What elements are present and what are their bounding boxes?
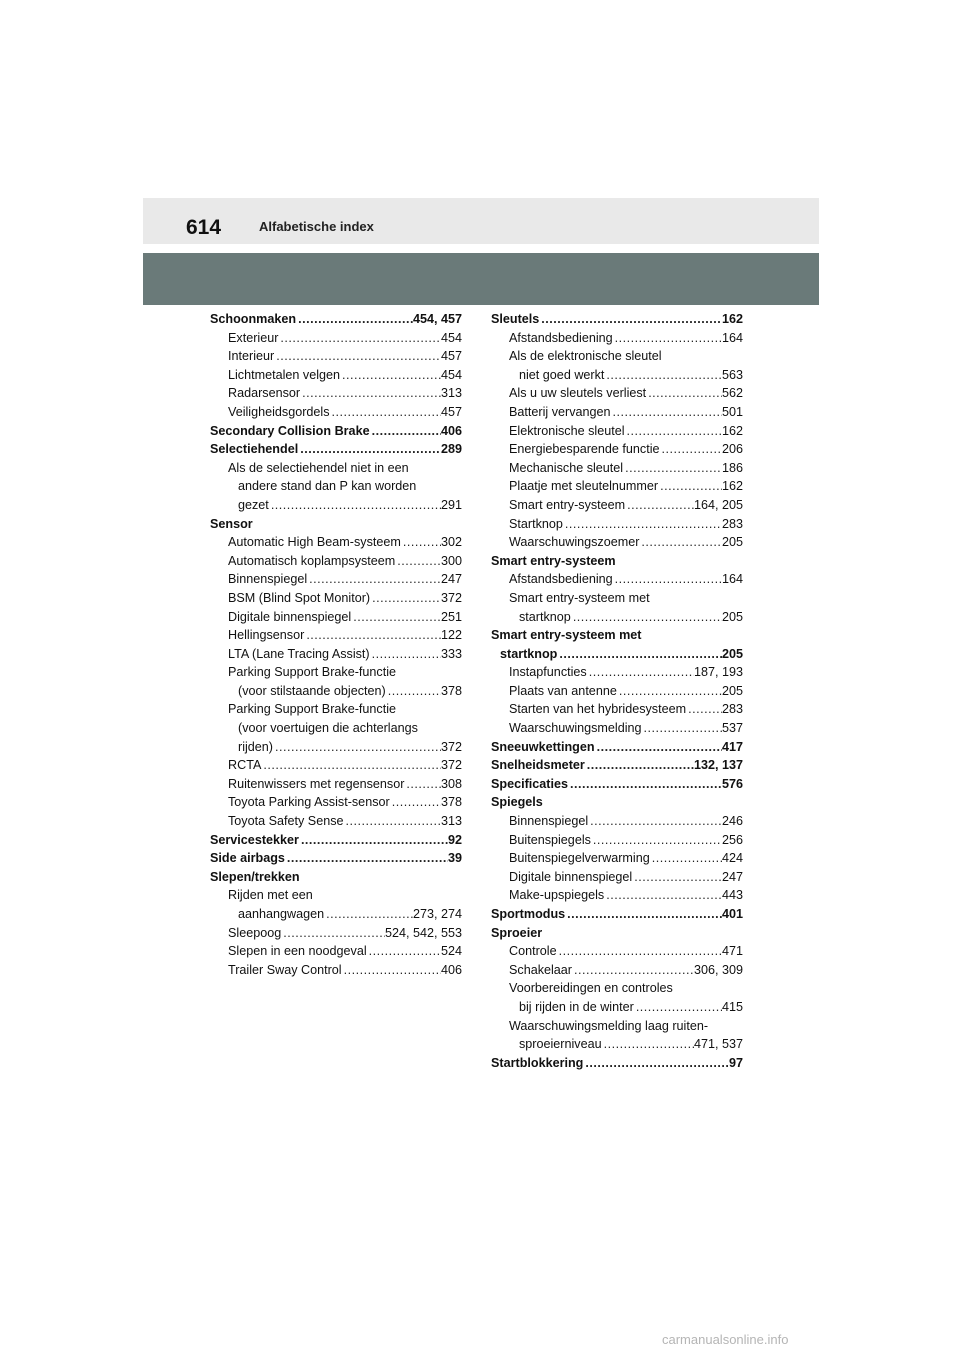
index-entry-term: RCTA: [228, 758, 262, 773]
dot-leader: [539, 310, 722, 329]
dot-leader: [273, 738, 441, 757]
index-entry-term: Lichtmetalen velgen: [228, 367, 341, 382]
index-entry-term: Startknop: [509, 516, 563, 531]
index-entry-term: Exterieur: [228, 330, 279, 345]
dot-leader: [370, 645, 441, 664]
index-entry-term: Veiligheidsgordels: [228, 404, 330, 419]
index-entry: [491, 1017, 743, 1036]
index-entry-term: startknop: [500, 646, 558, 661]
dot-leader: [611, 403, 722, 422]
index-entry-pages: 162: [721, 479, 743, 494]
index-entry: [210, 905, 462, 924]
index-entry-pages: 443: [721, 888, 743, 903]
dot-leader: [563, 515, 722, 534]
index-entry: [210, 700, 462, 719]
dot-leader: [269, 496, 441, 515]
index-entry-term: Buitenspiegels: [509, 832, 591, 847]
index-entry-pages: 576: [721, 776, 743, 791]
dot-leader: [304, 626, 441, 645]
index-entry-term: Sneeuwkettingen: [491, 739, 595, 754]
index-entry-pages: 164: [721, 572, 743, 587]
index-entry: [210, 682, 462, 701]
index-entry-pages: 372: [440, 758, 462, 773]
index-entry-pages: 401: [721, 907, 743, 921]
index-entry-term: Sproeier: [491, 925, 543, 940]
index-entry-pages: 186: [721, 460, 743, 475]
index-entry-pages: 457: [440, 349, 462, 364]
index-entry-pages: 205: [721, 683, 743, 698]
index-entry-pages: 164: [721, 330, 743, 345]
index-entry: [491, 905, 743, 924]
index-entry-term: aanhangwagen: [238, 907, 325, 921]
index-entry-term: gezet: [238, 497, 269, 512]
dot-leader: [298, 440, 441, 459]
index-entry-pages: 454, 457: [412, 312, 462, 326]
dot-leader: [344, 812, 441, 831]
dot-leader: [646, 384, 722, 403]
index-column-right: [491, 310, 743, 1072]
index-entry-pages: 300: [440, 553, 462, 568]
index-entry-pages: 302: [440, 535, 462, 550]
dot-leader: [625, 496, 694, 515]
index-entry-term: Afstandsbediening: [509, 330, 613, 345]
dot-leader: [632, 868, 722, 887]
index-entry-term: Binnenspiegel: [228, 572, 308, 587]
dot-leader: [351, 608, 441, 627]
index-entry-term: Spiegels: [491, 795, 543, 810]
index-entry-term: Make-upspiegels: [509, 888, 605, 903]
index-entry-pages: 308: [440, 776, 462, 791]
dot-leader: [330, 403, 441, 422]
dot-leader: [583, 1054, 729, 1073]
index-entry: [491, 831, 743, 850]
dot-leader: [281, 924, 385, 943]
dot-leader: [572, 961, 694, 980]
index-entry-pages: 537: [721, 721, 743, 736]
index-entry: [210, 868, 462, 887]
dot-leader: [650, 849, 722, 868]
index-entry-term: Elektronische sleutel: [509, 423, 625, 438]
dot-leader: [342, 961, 441, 980]
index-entry: [210, 329, 462, 348]
index-entry: [491, 570, 743, 589]
dot-leader: [557, 645, 722, 664]
index-entry: [210, 459, 462, 478]
dot-leader: [390, 793, 441, 812]
index-entry-term: Smart entry-systeem met: [509, 590, 650, 605]
index-entry-term: Side airbags: [210, 851, 285, 866]
dot-leader: [404, 775, 441, 794]
index-entry: [491, 477, 743, 496]
index-entry: [491, 924, 743, 943]
index-entry: [491, 719, 743, 738]
index-entry-pages: 406: [440, 423, 462, 438]
index-entry: [491, 979, 743, 998]
dot-leader: [587, 663, 694, 682]
index-entry: [210, 422, 462, 441]
index-entry: [210, 831, 462, 850]
dot-leader: [370, 422, 441, 441]
dot-leader: [602, 1035, 694, 1054]
index-entry-pages: 205: [721, 535, 743, 550]
index-entry-pages: 378: [440, 795, 462, 810]
dot-leader: [401, 533, 441, 552]
index-entry-term: Interieur: [228, 349, 275, 364]
dot-leader: [299, 831, 448, 850]
index-entry-pages: 291: [440, 497, 462, 512]
index-entry: [491, 533, 743, 552]
index-entry-pages: 256: [721, 832, 743, 847]
index-entry: [491, 700, 743, 719]
dot-leader: [571, 608, 722, 627]
index-entry-pages: 471, 537: [693, 1037, 743, 1052]
index-entry: [210, 608, 462, 627]
dot-leader: [617, 682, 722, 701]
index-entry: [210, 719, 462, 738]
index-entry: [491, 422, 743, 441]
index-entry-term: Snelheidsmeter: [491, 758, 585, 773]
index-entry-pages: 283: [721, 702, 743, 717]
section-title: Alfabetische index: [259, 219, 374, 234]
dot-leader: [557, 942, 722, 961]
header-band: [143, 198, 819, 244]
index-entry: [210, 645, 462, 664]
index-entry-term: LTA (Lane Tracing Assist): [228, 646, 370, 661]
index-entry-term: Plaats van antenne: [509, 683, 617, 698]
index-entry: [210, 812, 462, 831]
dot-leader: [623, 459, 722, 478]
dot-leader: [386, 682, 441, 701]
index-entry-pages: 372: [440, 590, 462, 605]
index-entry-term: Instapfuncties: [509, 665, 587, 680]
index-entry: [491, 329, 743, 348]
dot-leader: [370, 589, 441, 608]
index-entry-term: Als de elektronische sleutel: [509, 349, 662, 364]
index-entry: [491, 645, 743, 664]
dot-leader: [568, 775, 722, 794]
index-entry-term: Mechanische sleutel: [509, 460, 624, 475]
index-entry-term: Sleutels: [491, 312, 540, 326]
index-entry: [210, 849, 462, 868]
index-entry-pages: 205: [721, 646, 743, 661]
index-entry-term: Waarschuwingsmelding: [509, 721, 642, 736]
index-entry-pages: 206: [721, 442, 743, 457]
index-entry-term: Rijden met een: [228, 888, 313, 903]
page-number: 614: [186, 216, 222, 239]
index-entry: [491, 459, 743, 478]
dot-leader: [591, 831, 722, 850]
index-entry-pages: 289: [440, 442, 462, 457]
dot-leader: [625, 422, 722, 441]
index-entry-term: Digitale binnenspiegel: [509, 869, 633, 884]
index-entry: [210, 403, 462, 422]
index-entry-term: rijden): [238, 739, 273, 754]
index-entry: [491, 496, 743, 515]
index-entry-pages: 333: [440, 646, 462, 661]
index-entry-term: sproeierniveau: [519, 1037, 602, 1052]
index-entry-term: Parking Support Brake-functie: [228, 702, 397, 717]
index-entry: [491, 626, 743, 645]
index-entry: [491, 515, 743, 534]
index-entry: [491, 1054, 743, 1073]
index-entry-term: Voorbereidingen en controles: [509, 981, 673, 996]
index-entry-pages: 424: [721, 851, 743, 866]
index-entry-pages: 306, 309: [693, 962, 743, 977]
index-entry-term: Plaatje met sleutelnummer: [509, 479, 659, 494]
index-entry-term: Toyota Safety Sense: [228, 814, 344, 829]
index-entry-term: Sportmodus: [491, 907, 566, 921]
index-entry-term: Buitenspiegelverwarming: [509, 851, 650, 866]
index-entry-term: Specificaties: [491, 776, 569, 791]
index-entry: [210, 384, 462, 403]
index-entry: [210, 886, 462, 905]
index-entry-pages: 372: [440, 739, 462, 754]
dot-leader: [588, 812, 722, 831]
dot-leader: [658, 477, 722, 496]
index-entry: [210, 793, 462, 812]
index-entry-term: Smart entry-systeem met: [491, 628, 642, 643]
index-entry: [210, 738, 462, 757]
index-entry-pages: 162: [721, 312, 743, 326]
index-entry-pages: 454: [440, 367, 462, 382]
index-entry-term: Selectiehendel: [210, 442, 299, 457]
index-entry-pages: 415: [721, 999, 743, 1014]
index-entry-pages: 97: [728, 1055, 743, 1070]
index-entry: [210, 440, 462, 459]
index-entry-term: Radarsensor: [228, 386, 301, 401]
dot-leader: [300, 384, 441, 403]
index-entry-term: BSM (Blind Spot Monitor): [228, 590, 371, 605]
index-entry-term: Waarschuwingsmelding laag ruiten-: [509, 1018, 709, 1033]
index-entry-pages: 39: [447, 851, 462, 866]
dot-leader: [285, 849, 448, 868]
dot-leader: [613, 570, 722, 589]
index-entry: [210, 477, 462, 496]
index-entry: [491, 998, 743, 1017]
index-entry: [210, 347, 462, 366]
index-entry: [210, 366, 462, 385]
index-entry: [491, 738, 743, 757]
index-entry: [491, 347, 743, 366]
index-entry-pages: 187, 193: [693, 665, 743, 680]
index-entry-pages: 162: [721, 423, 743, 438]
index-entry: [491, 812, 743, 831]
index-entry: [210, 570, 462, 589]
dot-leader: [261, 756, 441, 775]
dot-leader: [604, 886, 722, 905]
index-entry-term: Als u uw sleutels verliest: [509, 386, 647, 401]
dot-leader: [296, 310, 413, 329]
index-entry-pages: 273, 274: [412, 907, 462, 921]
index-entry-term: Hellingsensor: [228, 628, 305, 643]
dot-leader: [595, 738, 722, 757]
dot-leader: [565, 905, 722, 924]
index-entry-term: Trailer Sway Control: [228, 962, 342, 977]
index-entry: [491, 682, 743, 701]
index-entry: [491, 868, 743, 887]
index-entry-pages: 524: [440, 944, 462, 959]
index-entry-pages: 313: [440, 386, 462, 401]
index-entry-term: Als de selectiehendel niet in een: [228, 460, 409, 475]
index-column-left: [210, 310, 462, 979]
index-entry-term: Schoonmaken: [210, 312, 297, 326]
index-entry-pages: 205: [721, 609, 743, 624]
index-entry-pages: 164, 205: [693, 497, 743, 512]
index-entry-term: Starten van het hybridesysteem: [509, 702, 687, 717]
index-entry: [491, 589, 743, 608]
index-entry: [210, 775, 462, 794]
index-entry: [491, 793, 743, 812]
dot-leader: [395, 552, 441, 571]
index-entry: [210, 515, 462, 534]
index-entry-pages: 501: [721, 404, 743, 419]
index-entry-pages: 246: [721, 814, 743, 829]
index-entry-pages: 457: [440, 404, 462, 419]
index-entry-term: startknop: [519, 609, 571, 624]
index-entry: [491, 440, 743, 459]
index-entry-pages: 471: [721, 944, 743, 959]
dot-leader: [274, 347, 441, 366]
index-entry: [491, 775, 743, 794]
dot-leader: [585, 756, 694, 775]
dot-leader: [686, 700, 722, 719]
index-entry: [491, 552, 743, 571]
index-entry: [210, 756, 462, 775]
index-entry-term: Schakelaar: [509, 962, 573, 977]
index-entry-term: bij rijden in de winter: [519, 999, 634, 1014]
index-entry-term: Energiebesparende functie: [509, 442, 660, 457]
index-entry-pages: 251: [440, 609, 462, 624]
dot-leader: [324, 905, 413, 924]
index-entry-term: Automatisch koplampsysteem: [228, 553, 396, 568]
index-entry: [210, 942, 462, 961]
index-entry-term: Waarschuwingszoemer: [509, 535, 640, 550]
index-entry: [210, 310, 462, 329]
index-entry-term: Digitale binnenspiegel: [228, 609, 352, 624]
index-entry-pages: 283: [721, 516, 743, 531]
index-entry: [210, 924, 462, 943]
index-entry: [491, 849, 743, 868]
index-entry-term: Smart entry-systeem: [491, 553, 616, 568]
index-entry-pages: 247: [440, 572, 462, 587]
index-entry-term: Slepen/trekken: [210, 869, 300, 884]
index-entry-term: Binnenspiegel: [509, 814, 589, 829]
index-entry: [210, 626, 462, 645]
index-entry: [491, 961, 743, 980]
index-entry: [210, 533, 462, 552]
dot-leader: [642, 719, 722, 738]
index-entry: [491, 366, 743, 385]
index-entry: [210, 496, 462, 515]
index-entry-term: Startblokkering: [491, 1055, 584, 1070]
index-entry-term: Batterij vervangen: [509, 404, 611, 419]
index-entry: [210, 552, 462, 571]
index-entry-pages: 247: [721, 869, 743, 884]
index-entry-term: Parking Support Brake-functie: [228, 665, 397, 680]
dot-leader: [278, 329, 441, 348]
index-entry-pages: 562: [721, 386, 743, 401]
index-entry-pages: 378: [440, 683, 462, 698]
index-entry-term: Afstandsbediening: [509, 572, 613, 587]
index-entry-term: Sensor: [210, 516, 253, 531]
index-entry: [491, 403, 743, 422]
index-entry-term: Secondary Collision Brake: [210, 423, 370, 438]
dot-leader: [634, 998, 722, 1017]
dot-leader: [307, 570, 441, 589]
index-entry-term: Controle: [509, 944, 557, 959]
index-entry-pages: 313: [440, 814, 462, 829]
index-entry-pages: 122: [440, 628, 462, 643]
dot-leader: [367, 942, 441, 961]
index-entry-term: Smart entry-systeem: [509, 497, 626, 512]
dot-leader: [604, 366, 722, 385]
index-entry: [210, 589, 462, 608]
index-entry-term: Toyota Parking Assist-sensor: [228, 795, 390, 810]
index-entry: [491, 384, 743, 403]
dot-leader: [660, 440, 722, 459]
index-entry-pages: 92: [447, 832, 462, 847]
index-entry-pages: 417: [721, 739, 743, 754]
index-entry: [491, 756, 743, 775]
section-tab-bar: [143, 253, 819, 305]
index-entry-term: Servicestekker: [210, 832, 299, 847]
index-entry: [210, 663, 462, 682]
index-entry-term: Ruitenwissers met regensensor: [228, 776, 405, 791]
dot-leader: [613, 329, 722, 348]
index-entry-pages: 454: [440, 330, 462, 345]
index-entry-term: (voor voertuigen die achterlangs: [238, 721, 418, 736]
index-entry-term: Automatic High Beam-systeem: [228, 535, 401, 550]
index-entry: [491, 663, 743, 682]
dot-leader: [340, 366, 441, 385]
index-entry-pages: 132, 137: [693, 758, 743, 773]
index-entry-pages: 406: [440, 962, 462, 977]
index-entry: [491, 1035, 743, 1054]
index-entry-term: Slepen in een noodgeval: [228, 944, 367, 959]
index-entry: [491, 942, 743, 961]
index-entry: [210, 961, 462, 980]
index-entry: [491, 310, 743, 329]
index-entry: [491, 608, 743, 627]
index-entry-pages: 524, 542, 553: [384, 925, 462, 940]
index-entry-term: Sleepoog: [228, 925, 282, 940]
index-entry: [491, 886, 743, 905]
index-entry-term: andere stand dan P kan worden: [238, 479, 417, 494]
watermark: carmanualsonline.info: [662, 1332, 789, 1347]
index-entry-term: (voor stilstaande objecten): [238, 683, 386, 698]
index-entry-pages: 563: [721, 367, 743, 382]
dot-leader: [639, 533, 722, 552]
index-entry-term: niet goed werkt: [519, 367, 605, 382]
